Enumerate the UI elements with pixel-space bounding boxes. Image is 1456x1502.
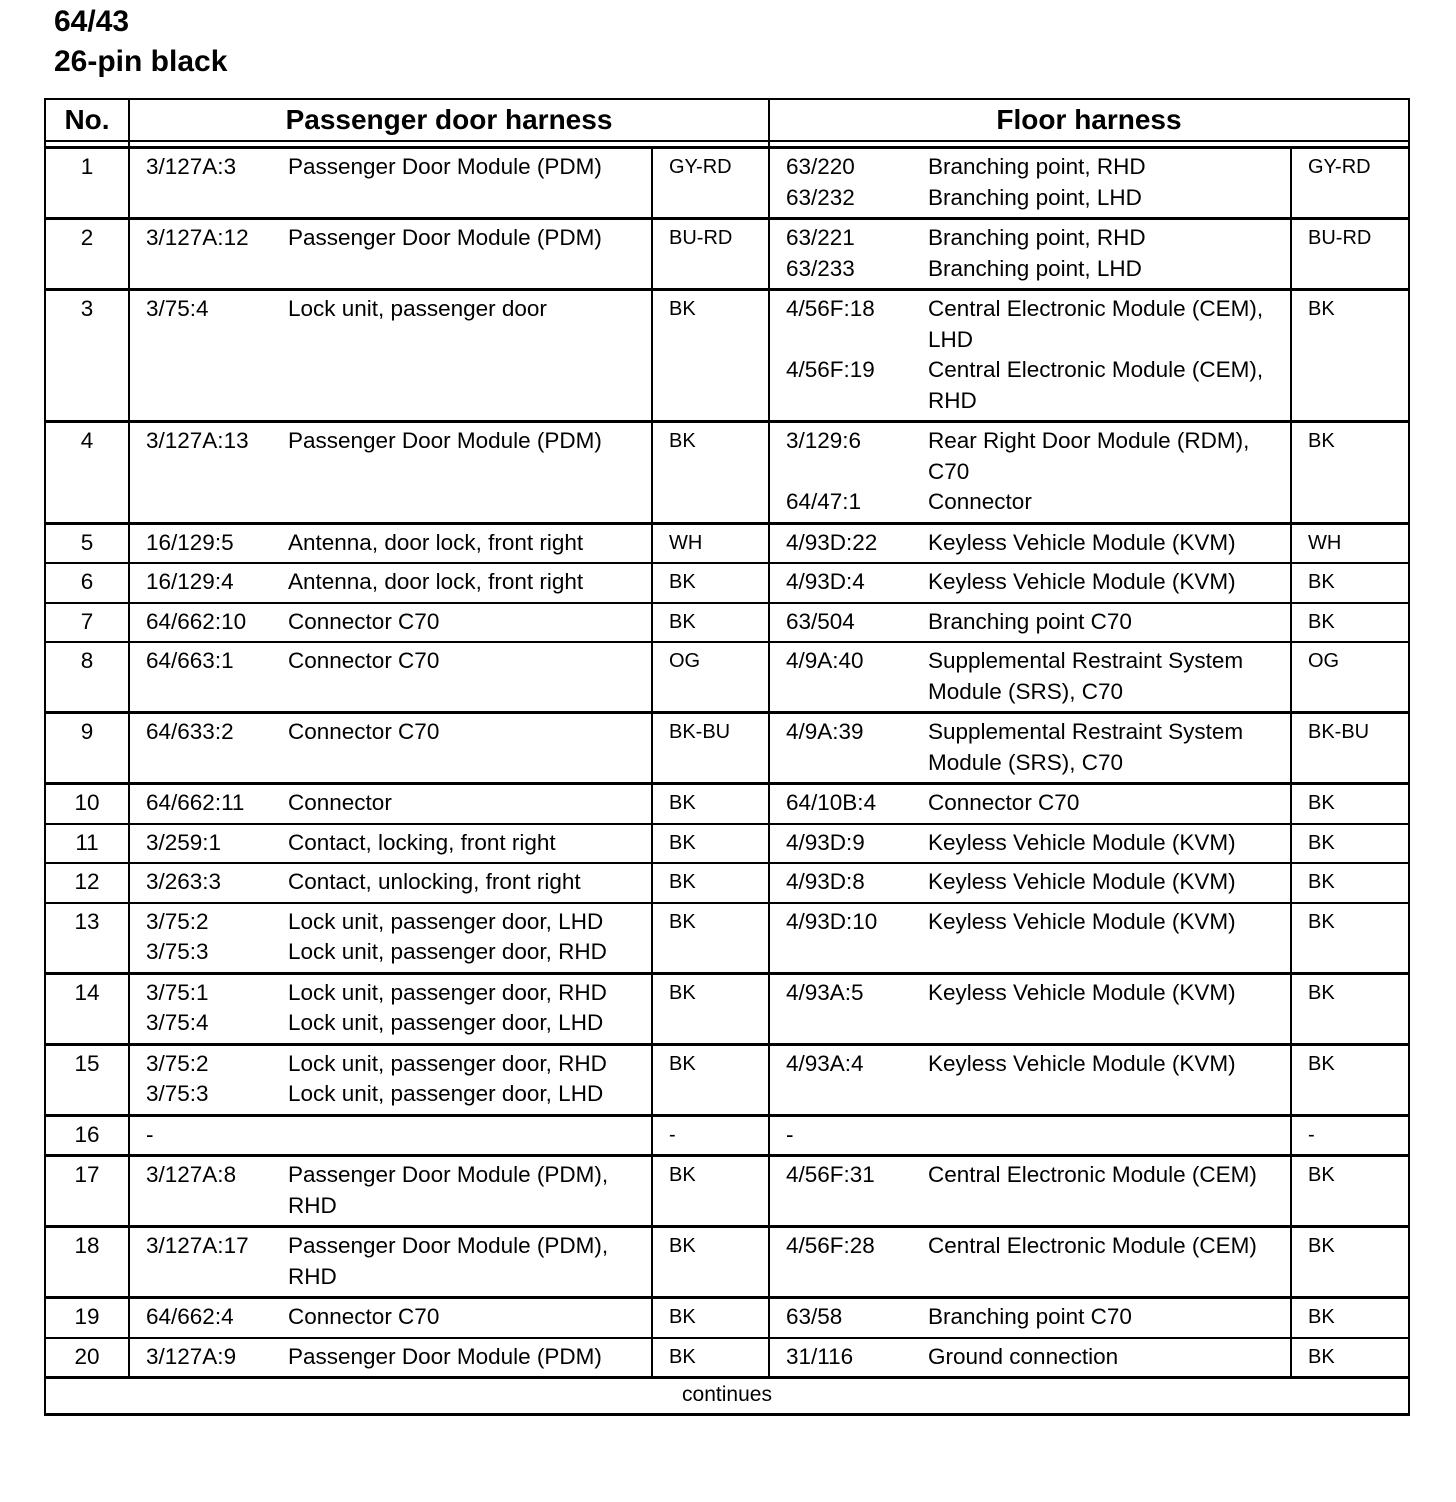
passenger-door-harness-cell — [129, 1338, 652, 1378]
passenger-door-harness-cell — [129, 219, 652, 290]
passenger-door-harness-cell — [129, 603, 652, 643]
pin-number: 12 — [45, 863, 129, 903]
wire-color: - — [652, 1115, 769, 1156]
table-header-row — [45, 99, 1409, 141]
passenger-door-harness-cell — [129, 1044, 652, 1115]
connection-entry — [146, 223, 651, 254]
floor-harness-cell — [769, 603, 1291, 643]
table-row — [45, 642, 1409, 713]
floor-harness-cell — [769, 1227, 1291, 1298]
component-description: Supplemental Restraint System Module (SRS), C70 — [928, 719, 1244, 775]
pin-number: 6 — [45, 563, 129, 603]
component-description — [928, 1120, 1290, 1151]
wire-color: BK — [1291, 1156, 1409, 1227]
connector-pin-ref: 4/56F:31 — [786, 1162, 875, 1187]
wire-color: BK — [652, 863, 769, 903]
connection-entry — [146, 1160, 651, 1221]
passenger-door-harness-cell — [129, 422, 652, 524]
pin-number: 16 — [45, 1115, 129, 1156]
component-description — [288, 1120, 651, 1151]
table-row — [45, 824, 1409, 864]
table-row — [45, 1298, 1409, 1338]
connection-entry — [146, 937, 651, 968]
table-row — [45, 863, 1409, 903]
passenger-door-harness-cell — [129, 903, 652, 974]
wire-color: BK — [652, 563, 769, 603]
connector-pin-ref: 3/75:1 — [146, 979, 209, 1005]
component-description: Passenger Door Module (PDM) — [288, 225, 602, 250]
connector-pin-ref: 63/233 — [786, 255, 855, 281]
connector-pin-ref: 4/93A:5 — [786, 979, 864, 1005]
floor-harness-cell — [769, 1044, 1291, 1115]
pin-number: 13 — [45, 903, 129, 974]
wire-color: BK — [1291, 290, 1409, 422]
connector-pin-ref: - — [146, 1121, 154, 1147]
component-description: Branching point, RHD — [928, 225, 1146, 250]
table-row — [45, 1338, 1409, 1378]
connection-entry — [786, 607, 1290, 638]
connection-entry — [146, 1342, 651, 1373]
wire-color: BK — [652, 824, 769, 864]
connection-entry — [146, 978, 651, 1009]
component-description: Keyless Vehicle Module (KVM) — [928, 529, 1236, 555]
wire-color: BK — [652, 1156, 769, 1227]
connector-pin-ref: 4/93A:4 — [786, 1050, 864, 1076]
component-description: Keyless Vehicle Module (KVM) — [928, 829, 1236, 855]
component-description: Keyless Vehicle Module (KVM) — [928, 908, 1236, 934]
table-row — [45, 1115, 1409, 1156]
connector-pin-ref: 3/75:3 — [146, 939, 209, 964]
connector-pin-ref: 3/75:4 — [146, 296, 209, 321]
pin-number: 7 — [45, 603, 129, 643]
connector-pin-ref: 64/663:1 — [146, 648, 234, 673]
connector-pin-ref: 4/56F:19 — [786, 357, 875, 382]
passenger-door-harness-cell — [129, 1298, 652, 1338]
connector-pin-ref: 3/75:4 — [146, 1010, 209, 1035]
component-description: Connector C70 — [288, 608, 440, 634]
pin-number: 3 — [45, 290, 129, 422]
component-description: Lock unit, passenger door, RHD — [288, 1050, 607, 1076]
wire-color: BK — [652, 1338, 769, 1378]
component-description: Passenger Door Module (PDM) — [288, 154, 602, 179]
connection-entry — [786, 1160, 1290, 1191]
component-description: Connector C70 — [288, 1304, 440, 1329]
connector-pin-ref: 3/75:2 — [146, 1050, 209, 1076]
connection-entry — [786, 152, 1290, 183]
connection-entry — [146, 646, 651, 677]
table-row — [45, 523, 1409, 563]
component-description: Branching point, RHD — [928, 154, 1146, 179]
wire-color: BK — [652, 1298, 769, 1338]
table-row — [45, 1156, 1409, 1227]
pin-number: 8 — [45, 642, 129, 713]
connection-entry — [146, 867, 651, 898]
table-row — [45, 1227, 1409, 1298]
wire-color: OG — [652, 642, 769, 713]
component-description: Lock unit, passenger door, RHD — [288, 979, 607, 1005]
pin-number: 2 — [45, 219, 129, 290]
connection-entry — [146, 426, 651, 457]
table-row — [45, 219, 1409, 290]
pin-number: 9 — [45, 713, 129, 784]
component-description: Contact, locking, front right — [288, 829, 556, 855]
pin-number: 10 — [45, 784, 129, 824]
pin-number: 5 — [45, 523, 129, 563]
connection-entry — [146, 1120, 651, 1151]
component-description: Branching point, LHD — [928, 255, 1142, 281]
document-title — [54, 2, 227, 82]
wire-color: BK — [652, 1227, 769, 1298]
passenger-door-harness-cell — [129, 523, 652, 563]
connection-entry — [786, 1302, 1290, 1333]
wire-color: BK — [1291, 1298, 1409, 1338]
wire-color: BK — [1291, 1338, 1409, 1378]
connection-entry — [786, 294, 1290, 355]
component-description: Connector C70 — [288, 648, 440, 673]
connector-pin-ref: 63/504 — [786, 608, 855, 634]
wire-color: BK — [1291, 863, 1409, 903]
component-description: Supplemental Restraint System Module (SRS), C70 — [928, 648, 1244, 704]
pin-number: 19 — [45, 1298, 129, 1338]
connection-entry — [146, 607, 651, 638]
connection-entry — [146, 1049, 651, 1080]
connection-entry — [146, 567, 651, 598]
connection-entry — [786, 788, 1290, 819]
connector-pin-ref: 63/221 — [786, 225, 855, 250]
connection-entry — [146, 788, 651, 819]
floor-harness-cell — [769, 642, 1291, 713]
connection-entry — [786, 1049, 1290, 1080]
connector-id: 64/43 — [54, 5, 130, 38]
wire-color: OG — [1291, 642, 1409, 713]
table-row — [45, 603, 1409, 643]
pin-number: 11 — [45, 824, 129, 864]
connector-pin-ref: 3/127A:8 — [146, 1162, 237, 1187]
connection-entry — [786, 183, 1290, 214]
component-description: Lock unit, passenger door, LHD — [288, 1081, 604, 1106]
connection-entry — [146, 1079, 651, 1110]
pin-number: 15 — [45, 1044, 129, 1115]
connector-pin-ref: 4/93D:10 — [786, 908, 878, 934]
connector-pin-ref: 3/75:3 — [146, 1081, 209, 1106]
connector-pin-ref: 4/93D:8 — [786, 869, 865, 894]
connector-pin-ref: 3/127A:9 — [146, 1343, 237, 1369]
passenger-door-harness-cell — [129, 713, 652, 784]
wire-color: GY-RD — [1291, 148, 1409, 219]
table-row — [45, 784, 1409, 824]
connection-entry — [146, 717, 651, 748]
table-body — [45, 148, 1409, 1378]
continues-note: continues — [45, 1378, 1409, 1415]
table-row — [45, 290, 1409, 422]
component-description: Passenger Door Module (PDM) — [288, 1343, 602, 1369]
connection-entry — [786, 1120, 1290, 1151]
passenger-door-harness-cell — [129, 784, 652, 824]
passenger-door-harness-cell — [129, 1115, 652, 1156]
connection-entry — [786, 646, 1290, 707]
connector-pin-ref: 63/232 — [786, 184, 855, 210]
wire-color: BU-RD — [652, 219, 769, 290]
wire-color: BK — [1291, 973, 1409, 1044]
pin-number: 18 — [45, 1227, 129, 1298]
connector-pin-ref: - — [786, 1121, 794, 1147]
connector-pin-ref: 16/129:5 — [146, 529, 234, 555]
connector-pin-ref: 63/220 — [786, 154, 855, 179]
pin-number: 4 — [45, 422, 129, 524]
table-row — [45, 148, 1409, 219]
header-passenger-door-harness: Passenger door harness — [129, 99, 769, 141]
pin-number: 14 — [45, 973, 129, 1044]
component-description: Central Electronic Module (CEM), RHD — [928, 357, 1264, 413]
floor-harness-cell — [769, 784, 1291, 824]
component-description: Branching point C70 — [928, 608, 1132, 634]
floor-harness-cell — [769, 422, 1291, 524]
floor-harness-cell — [769, 290, 1291, 422]
wire-color: BK — [1291, 422, 1409, 524]
component-description: Passenger Door Module (PDM), RHD — [288, 1233, 609, 1289]
component-description: Antenna, door lock, front right — [288, 529, 584, 555]
component-description: Antenna, door lock, front right — [288, 569, 584, 594]
component-description: Connector C70 — [288, 719, 440, 744]
component-description: Keyless Vehicle Module (KVM) — [928, 569, 1236, 594]
floor-harness-cell — [769, 563, 1291, 603]
component-description: Ground connection — [928, 1343, 1119, 1369]
floor-harness-cell — [769, 1115, 1291, 1156]
component-description: Passenger Door Module (PDM) — [288, 428, 602, 453]
wire-color: WH — [1291, 523, 1409, 563]
wire-color: BK — [1291, 903, 1409, 974]
connector-pin-ref: 64/662:11 — [146, 790, 245, 815]
wire-color: GY-RD — [652, 148, 769, 219]
connector-pin-ref: 3/127A:3 — [146, 154, 237, 179]
connector-pin-ref: 64/633:2 — [146, 719, 234, 744]
wire-color: BK — [652, 422, 769, 524]
pin-number: 20 — [45, 1338, 129, 1378]
floor-harness-cell — [769, 1298, 1291, 1338]
wire-color: BK — [1291, 1044, 1409, 1115]
wire-color: BK-BU — [1291, 713, 1409, 784]
component-description: Branching point C70 — [928, 1304, 1132, 1329]
component-description: Branching point, LHD — [928, 184, 1142, 210]
connector-pin-ref: 3/263:3 — [146, 869, 222, 894]
wire-color: WH — [652, 523, 769, 563]
connection-entry — [786, 355, 1290, 416]
wire-color: BK — [1291, 784, 1409, 824]
connection-entry — [146, 152, 651, 183]
connection-entry — [146, 1302, 651, 1333]
component-description: Passenger Door Module (PDM), RHD — [288, 1162, 609, 1218]
component-description: Connector — [288, 790, 392, 815]
connection-entry — [146, 828, 651, 859]
component-description: Central Electronic Module (CEM), LHD — [928, 296, 1264, 352]
floor-harness-cell — [769, 1156, 1291, 1227]
wire-color: BK-BU — [652, 713, 769, 784]
connection-entry — [786, 223, 1290, 254]
wire-color: BK — [1291, 1227, 1409, 1298]
connector-pin-ref: 4/93D:4 — [786, 569, 865, 594]
table-footer-row — [45, 1378, 1409, 1415]
passenger-door-harness-cell — [129, 1227, 652, 1298]
connection-entry — [146, 1231, 651, 1292]
pin-number: 17 — [45, 1156, 129, 1227]
component-description: Lock unit, passenger door, LHD — [288, 1010, 604, 1035]
connector-pin-ref: 4/93D:22 — [786, 529, 878, 555]
table-row — [45, 713, 1409, 784]
connector-pin-ref: 3/75:2 — [146, 908, 209, 934]
component-description: Keyless Vehicle Module (KVM) — [928, 869, 1236, 894]
connector-pin-ref: 4/56F:28 — [786, 1233, 875, 1258]
connector-pin-ref: 3/127A:13 — [146, 428, 249, 453]
connector-pin-ref: 16/129:4 — [146, 569, 234, 594]
connector-pin-ref: 63/58 — [786, 1304, 843, 1329]
passenger-door-harness-cell — [129, 642, 652, 713]
table-row — [45, 422, 1409, 524]
connection-entry — [146, 1008, 651, 1039]
wire-color: - — [1291, 1115, 1409, 1156]
connection-entry — [786, 907, 1290, 938]
wire-color: BK — [652, 973, 769, 1044]
connection-entry — [786, 1231, 1290, 1262]
connection-entry — [786, 978, 1290, 1009]
wire-color: BK — [1291, 563, 1409, 603]
component-description: Central Electronic Module (CEM) — [928, 1162, 1257, 1187]
connection-entry — [146, 528, 651, 559]
floor-harness-cell — [769, 903, 1291, 974]
connection-entry — [146, 294, 651, 325]
passenger-door-harness-cell — [129, 863, 652, 903]
passenger-door-harness-cell — [129, 824, 652, 864]
header-no: No. — [45, 99, 129, 141]
component-description: Rear Right Door Module (RDM), C70 — [928, 428, 1250, 484]
connector-pin-ref: 3/127A:12 — [146, 225, 249, 250]
connection-entry — [786, 487, 1290, 518]
component-description: Contact, unlocking, front right — [288, 869, 581, 894]
connection-entry — [786, 717, 1290, 778]
passenger-door-harness-cell — [129, 290, 652, 422]
passenger-door-harness-cell — [129, 1156, 652, 1227]
wire-color: BU-RD — [1291, 219, 1409, 290]
pin-number: 1 — [45, 148, 129, 219]
component-description: Keyless Vehicle Module (KVM) — [928, 1050, 1236, 1076]
connector-pin-ref: 3/259:1 — [146, 829, 222, 855]
wire-color: BK — [1291, 603, 1409, 643]
connector-pin-ref: 64/662:10 — [146, 608, 247, 634]
component-description: Connector C70 — [928, 790, 1080, 815]
connector-description: 26-pin black — [54, 45, 228, 78]
connector-pin-ref: 4/9A:39 — [786, 719, 864, 744]
connector-pin-ref: 64/47:1 — [786, 489, 862, 514]
table-row — [45, 973, 1409, 1044]
passenger-door-harness-cell — [129, 563, 652, 603]
pinout-table — [44, 98, 1410, 1416]
component-description: Lock unit, passenger door — [288, 296, 547, 321]
component-description: Lock unit, passenger door, RHD — [288, 939, 607, 964]
wire-color: BK — [652, 903, 769, 974]
connection-entry — [786, 254, 1290, 285]
connector-pin-ref: 64/10B:4 — [786, 790, 877, 815]
floor-harness-cell — [769, 1338, 1291, 1378]
floor-harness-cell — [769, 824, 1291, 864]
header-floor-harness: Floor harness — [769, 99, 1409, 141]
passenger-door-harness-cell — [129, 148, 652, 219]
component-description: Connector — [928, 489, 1032, 514]
wire-color: BK — [652, 603, 769, 643]
connector-pin-ref: 4/56F:18 — [786, 296, 875, 321]
connector-pin-ref: 64/662:4 — [146, 1304, 234, 1329]
connection-entry — [786, 528, 1290, 559]
component-description: Central Electronic Module (CEM) — [928, 1233, 1257, 1258]
passenger-door-harness-cell — [129, 973, 652, 1044]
floor-harness-cell — [769, 523, 1291, 563]
wire-color: BK — [652, 784, 769, 824]
floor-harness-cell — [769, 713, 1291, 784]
connection-entry — [786, 1342, 1290, 1373]
connection-entry — [786, 867, 1290, 898]
table-row — [45, 903, 1409, 974]
connection-entry — [786, 567, 1290, 598]
connection-entry — [786, 426, 1290, 487]
table-row — [45, 1044, 1409, 1115]
wire-color: BK — [1291, 824, 1409, 864]
floor-harness-cell — [769, 863, 1291, 903]
connection-entry — [786, 828, 1290, 859]
component-description: Keyless Vehicle Module (KVM) — [928, 979, 1236, 1005]
wire-color: BK — [652, 1044, 769, 1115]
floor-harness-cell — [769, 973, 1291, 1044]
connector-pin-ref: 4/93D:9 — [786, 829, 865, 855]
connector-pin-ref: 3/127A:17 — [146, 1233, 249, 1258]
connector-pin-ref: 4/9A:40 — [786, 648, 864, 673]
table-row — [45, 563, 1409, 603]
component-description: Lock unit, passenger door, LHD — [288, 908, 604, 934]
connector-pin-ref: 31/116 — [786, 1343, 854, 1369]
floor-harness-cell — [769, 148, 1291, 219]
floor-harness-cell — [769, 219, 1291, 290]
connector-pin-ref: 3/129:6 — [786, 428, 862, 453]
wire-color: BK — [652, 290, 769, 422]
connection-entry — [146, 907, 651, 938]
